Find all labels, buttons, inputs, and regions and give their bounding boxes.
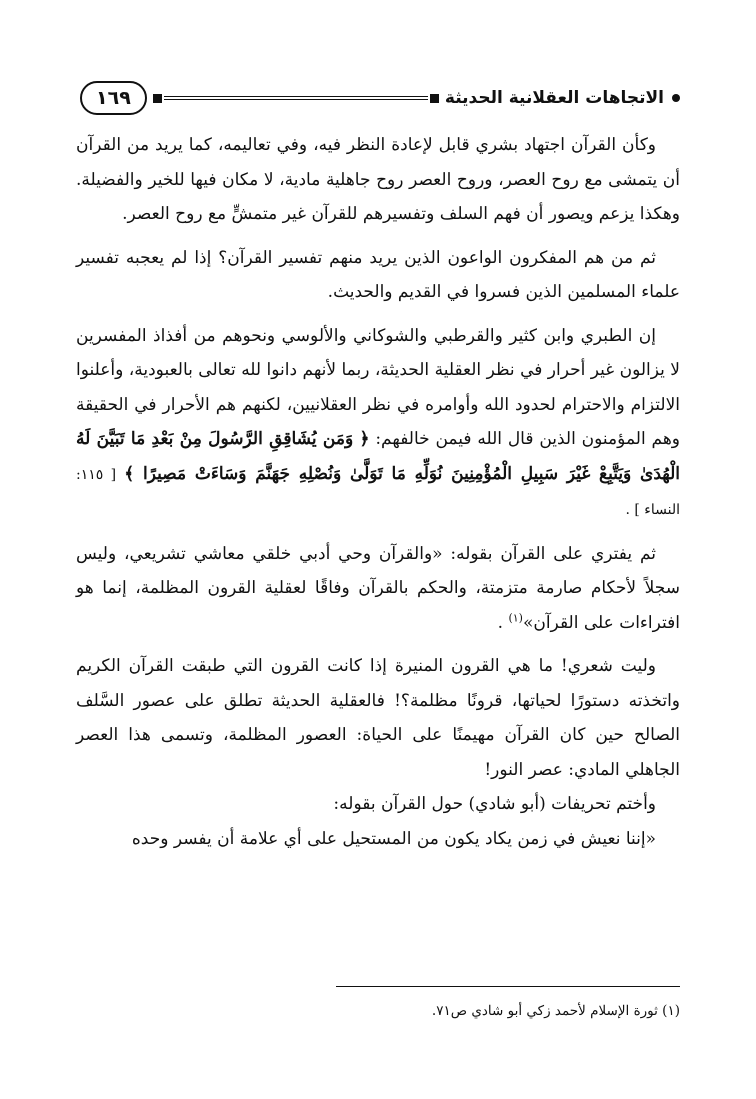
quran-verse: ﴿ وَمَن يُشَاقِقِ الرَّسُولَ مِنْ بَعْدِ مَا تَبَيَّنَ لَهُ الْهُدَىٰ وَيَتَّبِعْ غَيْرَ سَبِيلِ الْمُؤْمِنِينَ نُوَلِّهِ مَا تَوَلَّىٰ وَنُصْلِهِ جَهَنَّمَ وَسَاءَتْ مَصِيرًا ﴾	[76, 429, 680, 484]
paragraph-2: ثم من هم المفكرون الواعون الذين يريد منهم تفسير القرآن؟ إذا لم يعجبه تفسير علماء المسلمين الذين فسروا في القديم والحديث.	[76, 247, 680, 302]
paragraph-6: وأختم تحريفات (أبو شادي) حول القرآن بقوله:	[333, 794, 656, 814]
paragraph-4-text: ثم يفتري على القرآن بقوله: «والقرآن وحي أدبي خلقي معاشي تشريعي، وليس سجلاً لأحكام صارمة متزمتة، والحكم بالقرآن وفاقًا لعقلية القرون المظلمة، إنما هو افتراءات على القرآن»	[76, 543, 680, 633]
running-header	[80, 78, 680, 118]
footnote-separator	[336, 986, 680, 987]
page-number: ١٦٩	[80, 81, 147, 115]
paragraph-1: وكأن القرآن اجتهاد بشري قابل لإعادة النظر فيه، وفي تعاليمه، كما يريد من القرآن أن يتمشى مع روح العصر، وروح العصر روح جاهلية مادية، لا مكان فيها للخير والفضيلة. وهكذا يزعم ويصور أن فهم السلف وتفسيرهم للقرآن غير متمشٍّ مع روح العصر.	[76, 135, 680, 224]
body-text	[76, 128, 680, 856]
rule-block-icon	[153, 94, 162, 103]
paragraph-4-end: .	[497, 612, 509, 633]
rule-line	[164, 96, 428, 100]
paragraph-4	[76, 537, 680, 641]
footnote-marker[interactable]: (١)	[508, 610, 523, 624]
header-title: الاتجاهات العقلانية الحديثة	[444, 88, 664, 108]
footnote: (١) ثورة الإسلام لأحمد زكي أبو شادي ص٧١.	[431, 1003, 680, 1019]
bullet-icon	[672, 94, 680, 102]
verse-reference: [ ١١٥: النساء ] .	[76, 466, 680, 518]
paragraph-5: وليت شعري! ما هي القرون المنيرة إذا كانت القرون التي طبقت القرآن الكريم واتخذته دستورًا لحياتها، قرونًا مظلمة؟! فالعقلية الحديثة تطلق على عصور السَّلف الصالح حين كان القرآن مهيمنًا على الحياة: العصور المظلمة، وتسمى هذا العصر الجاهلي المادي: عصر النور!	[76, 656, 680, 780]
header-rule	[153, 94, 439, 103]
paragraph-3	[76, 319, 680, 528]
rule-block-icon	[430, 94, 439, 103]
paragraph-3-text: إن الطبري وابن كثير والقرطبي والشوكاني والألوسي ونحوهم من أفذاذ المفسرين لا يزالون غير أحرار في نظر العقلية الحديثة، ربما لأنهم دانوا لله تعالى بالعبودية، وأعلنوا الالتزام والاحترام لحدود الله وأوامره في نظر العقلانيين، لكنهم هم الأحرار في الحقيقة وهم المؤمنون الذين قال الله فيمن خالفهم:	[76, 325, 680, 449]
paragraph-7: «إننا نعيش في زمن يكاد يكون من المستحيل على أي علامة أن يفسر وحده	[131, 828, 656, 849]
